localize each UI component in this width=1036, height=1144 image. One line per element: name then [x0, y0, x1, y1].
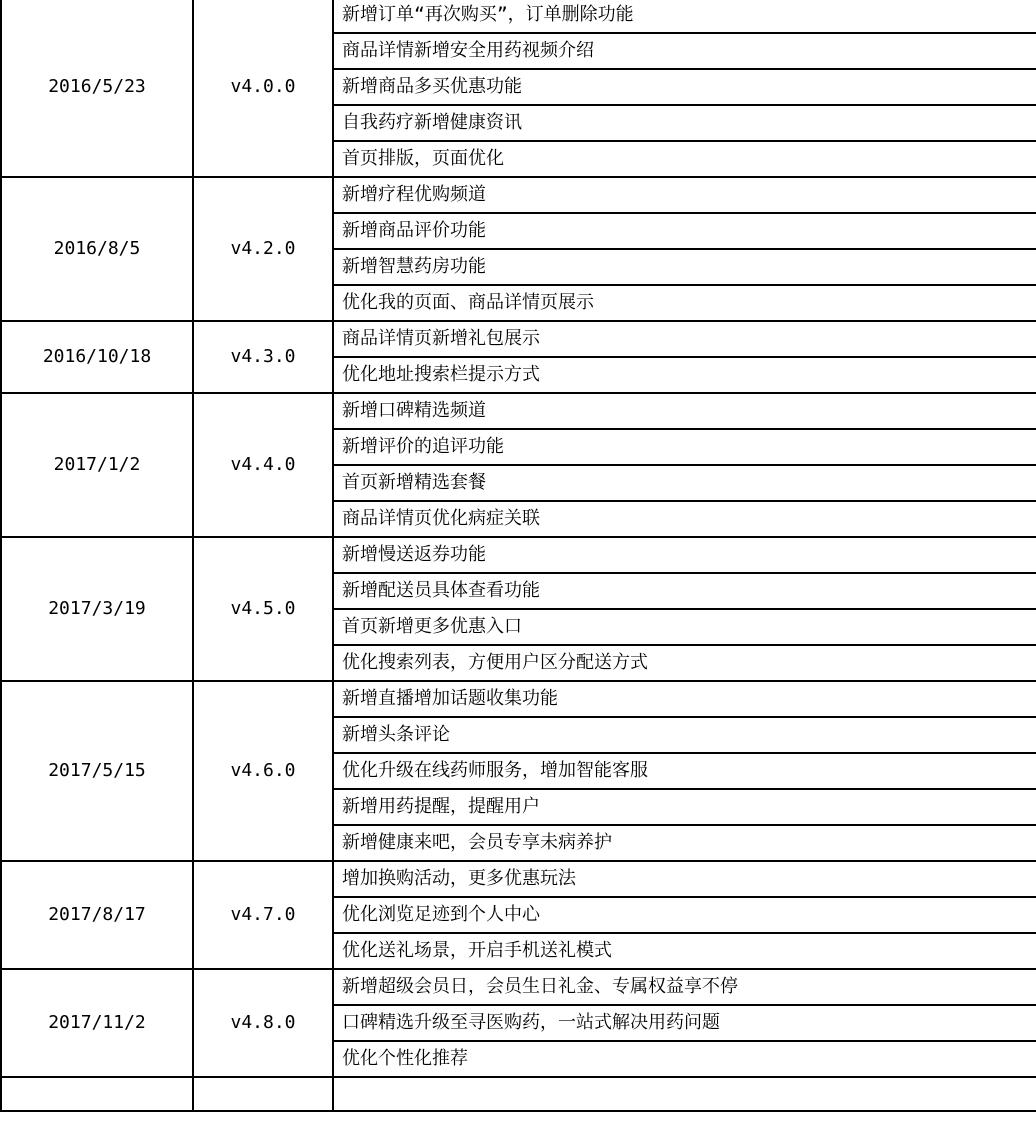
release-version: v4.8.0 [193, 969, 333, 1077]
change-item: 优化送礼场景，开启手机送礼模式 [333, 933, 1036, 969]
release-date: 2016/10/18 [1, 321, 193, 393]
change-item: 增加换购活动，更多优惠玩法 [333, 861, 1036, 897]
change-item: 优化地址搜索栏提示方式 [333, 357, 1036, 393]
release-date: 2017/8/17 [1, 861, 193, 969]
change-item: 优化个性化推荐 [333, 1041, 1036, 1077]
release-version: v4.6.0 [193, 681, 333, 861]
change-item: 新增评价的追评功能 [333, 429, 1036, 465]
table-row [1, 537, 1036, 573]
change-item: 新增配送员具体查看功能 [333, 573, 1036, 609]
change-item: 新增直播增加话题收集功能 [333, 681, 1036, 717]
change-item: 新增健康来吧，会员专享未病养护 [333, 825, 1036, 861]
release-date: 2017/1/2 [1, 393, 193, 537]
change-item: 新增慢送返券功能 [333, 537, 1036, 573]
release-log-body [1, 0, 1036, 1111]
change-item: 新增疗程优购频道 [333, 177, 1036, 213]
release-version: v4.0.0 [193, 0, 333, 177]
release-date: 2016/8/5 [1, 177, 193, 321]
change-item: 商品详情页优化病症关联 [333, 501, 1036, 537]
change-item: 新增口碑精选频道 [333, 393, 1036, 429]
release-date: 2017/5/15 [1, 681, 193, 861]
change-item: 新增用药提醒，提醒用户 [333, 789, 1036, 825]
change-item: 新增商品评价功能 [333, 213, 1036, 249]
release-version: v4.3.0 [193, 321, 333, 393]
change-item: 新增超级会员日，会员生日礼金、专属权益享不停 [333, 969, 1036, 1005]
change-item: 新增商品多买优惠功能 [333, 69, 1036, 105]
table-row [1, 321, 1036, 357]
change-item: 优化升级在线药师服务，增加智能客服 [333, 753, 1036, 789]
change-item: 优化浏览足迹到个人中心 [333, 897, 1036, 933]
table-row [1, 177, 1036, 213]
empty-cell [193, 1077, 333, 1111]
change-item: 自我药疗新增健康资讯 [333, 105, 1036, 141]
empty-cell [1, 1077, 193, 1111]
change-item: 新增订单“再次购买”，订单删除功能 [333, 0, 1036, 33]
release-version: v4.2.0 [193, 177, 333, 321]
table-row [1, 969, 1036, 1005]
change-item: 商品详情新增安全用药视频介绍 [333, 33, 1036, 69]
release-version: v4.4.0 [193, 393, 333, 537]
change-item: 优化我的页面、商品详情页展示 [333, 285, 1036, 321]
change-item: 首页新增精选套餐 [333, 465, 1036, 501]
change-item: 商品详情页新增礼包展示 [333, 321, 1036, 357]
change-item: 优化搜索列表，方便用户区分配送方式 [333, 645, 1036, 681]
release-date: 2017/3/19 [1, 537, 193, 681]
table-row [1, 681, 1036, 717]
change-item: 首页新增更多优惠入口 [333, 609, 1036, 645]
table-row [1, 861, 1036, 897]
table-row [1, 393, 1036, 429]
change-item: 首页排版，页面优化 [333, 141, 1036, 177]
table-row [1, 1077, 1036, 1111]
table-row [1, 0, 1036, 33]
change-item: 新增智慧药房功能 [333, 249, 1036, 285]
change-item: 口碑精选升级至寻医购药，一站式解决用药问题 [333, 1005, 1036, 1041]
release-date: 2016/5/23 [1, 0, 193, 177]
change-item: 新增头条评论 [333, 717, 1036, 753]
release-version: v4.5.0 [193, 537, 333, 681]
release-date: 2017/11/2 [1, 969, 193, 1077]
empty-cell [333, 1077, 1036, 1111]
release-version: v4.7.0 [193, 861, 333, 969]
